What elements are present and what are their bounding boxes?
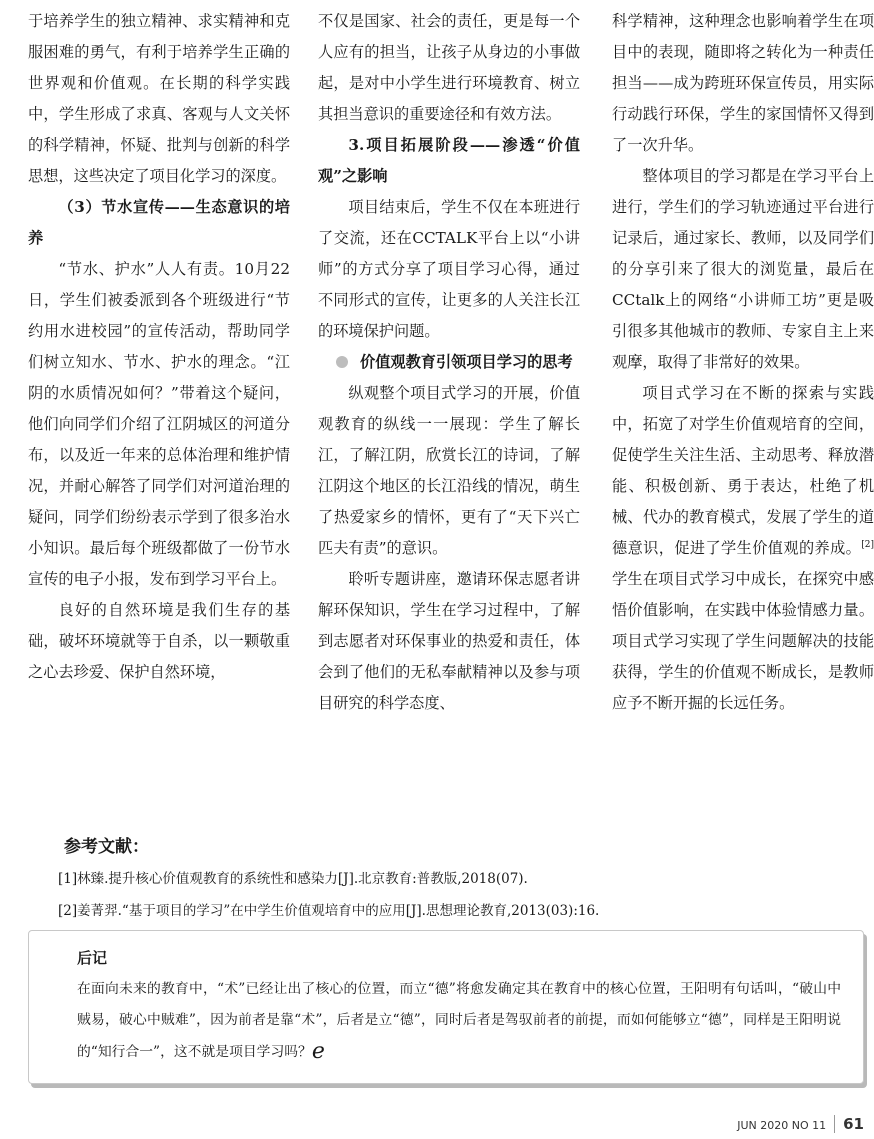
bullet-dot-icon [336,356,348,368]
paragraph: 聆听专题讲座，邀请环保志愿者讲解环保知识，学生在学习过程中，了解到志愿者对环保事业的热爱和责任，体会到了他们的无私奉献精神以及参与项目研究的科学态度、 [318,570,580,712]
paragraph: 科学精神，这种理念也影响着学生在项目中的表现，随即将之转化为一种责任担当——成为跨班环保宣传员，用实际行动践行环保，学生的家国情怀又得到了一次升华。 [612,12,874,154]
page-footer [737,1115,864,1133]
reference-item: [2]姜菁羿.“基于项目的学习”在中学生价值观培育中的应用[J].思想理论教育,2013(03):16. [58,903,600,919]
paragraph-text: 项目式学习在不断的探索与实践中，拓宽了对学生价值观培育的空间，促使学生关注生活、主动思考、释放潜能、积极创新、勇于表达，杜绝了机械、代办的教育模式，发展了学生的道德意识，促进了学生价值观的养成。 [612,384,874,557]
subheading: 3.项目拓展阶段——渗透“价值观”之影响 [318,136,580,185]
column-2 [318,6,580,719]
paragraph: 良好的自然环境是我们生存的基础，破坏环境就等于自杀，以一颗敬重之心去珍爱、保护自然环境， [28,601,290,681]
issue-label: JUN 2020 NO 11 [737,1119,827,1132]
postscript-box [28,930,864,1084]
references [58,832,838,931]
section-heading [318,347,580,378]
paragraph-text: 学生在项目式学习中成长，在探究中感悟价值影响，在实践中体验情感力量。项目式学习实现了学生问题解决的技能获得，学生的价值观不断成长，是教师应予不断开掘的长远任务。 [612,570,874,712]
reference-item: [1]林臻.提升核心价值观教育的系统性和感染力[J].北京教育:普教版,2018(07). [58,871,528,887]
paragraph: “节水、护水”人人有责。10月22日，学生们被委派到各个班级进行“节约用水进校园”的宣传活动，帮助同学们树立知水、节水、护水的理念。“江阴的水质情况如何？”带着这个疑问，他们向同学们介绍了江阴城区的河道分布，以及近一年来的总体治理和维护情况，并耐心解答了同学们对河道治理的疑问，同学们纷纷表示学到了很多治水小知识。最后每个班级都做了一份节水宣传的电子小报，发布到学习平台上。 [28,260,290,588]
paragraph: 纵观整个项目式学习的开展，价值观教育的纵线一一展现：学生了解长江，了解江阴，欣赏长江的诗词，了解江阴这个地区的长江沿线的情况，萌生了热爱家乡的情怀，更有了“天下兴亡匹夫有责”的意识。 [318,384,580,557]
postscript-body: 在面向未来的教育中，“术”已经让出了核心的位置，而立“德”将愈发确定其在教育中的核心位置，王阳明有句话叫，“破山中贼易，破心中贼难”，因为前者是靠“术”，后者是立“德”，同时后者是驾驭前者的前提，而如何能够立“德”，同样是王阳明说的“知行合一”，这不就是项目学习吗？ [77,981,841,1060]
references-title: 参考文献： [64,837,149,857]
page-number: 61 [834,1115,864,1133]
postscript-title: 后记 [77,949,108,967]
paragraph: 于培养学生的独立精神、求实精神和克服困难的勇气，有利于培养学生正确的世界观和价值观。在长期的科学实践中，学生形成了求真、客观与人文关怀的科学精神，怀疑、批判与创新的科学思想，这些决定了项目化学习的深度。 [28,12,290,185]
paragraph: 整体项目的学习都是在学习平台上进行，学生们的学习轨迹通过平台进行记录后，通过家长、教师，以及同学们的分享引来了很大的浏览量，最后在CCtalk上的网络“小讲师工坊”更是吸引很多其他城市的教师、专家自主上来观摩，取得了非常好的效果。 [612,167,874,371]
citation-marker: [2] [861,539,874,550]
paragraph [612,378,874,719]
paragraph: 不仅是国家、社会的责任，更是每一个人应有的担当，让孩子从身边的小事做起，是对中小学生进行环境教育、树立其担当意识的重要途径和有效方法。 [318,12,580,123]
subheading: （3）节水宣传——生态意识的培养 [28,198,290,247]
end-mark-icon: e [311,1039,325,1064]
column-1 [28,6,290,688]
postscript-text [77,974,841,1068]
column-3 [612,6,874,719]
section-heading-text: 价值观教育引领项目学习的思考 [360,353,573,371]
paragraph: 项目结束后，学生不仅在本班进行了交流，还在CCTALK平台上以“小讲师”的方式分享了项目学习心得，通过不同形式的宣传，让更多的人关注长江的环境保护问题。 [318,198,580,340]
